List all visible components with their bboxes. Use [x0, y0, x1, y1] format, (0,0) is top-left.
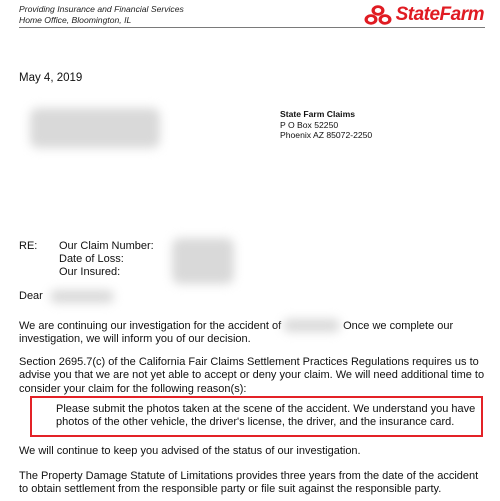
highlighted-request-line-2: photos of the other vehicle, the driver's license, the driver, and the insurance card.	[56, 416, 455, 429]
redacted-accident-date	[283, 319, 340, 332]
paragraph-statute	[19, 470, 489, 497]
salutation: Dear	[19, 290, 43, 302]
brand-name: StateFarm	[395, 4, 484, 25]
paragraph-statute-line-2: to obtain settlement from the responsible party or file suit against the responsible party.	[19, 483, 442, 496]
redacted-recipient-name	[50, 290, 114, 303]
paragraph-investigation	[19, 320, 489, 347]
paragraph-investigation-line-1	[19, 320, 489, 333]
state-farm-ovals-icon	[362, 4, 394, 26]
paragraph-regulation-line-1: Section 2695.7(c) of the California Fair Claims Settlement Practices Regulations requires us to	[19, 356, 479, 368]
return-address-line-2: Phoenix AZ 85072-2250	[280, 130, 373, 140]
return-address	[280, 109, 372, 141]
return-address-line-1: P O Box 52250	[280, 119, 339, 130]
return-address-name: State Farm Claims	[280, 109, 355, 119]
paragraph-investigation-text-b: Once we complete our	[343, 320, 454, 332]
paragraph-investigation-text-a: We are continuing our investigation for the accident of	[19, 320, 282, 332]
letterhead-tagline	[19, 4, 184, 26]
claim-number-label: Our Claim Number:	[59, 240, 154, 252]
letter-date: May 4, 2019	[19, 72, 83, 84]
redacted-claim-details	[172, 238, 234, 284]
redacted-recipient-address	[30, 108, 160, 148]
brand-logo	[362, 4, 484, 26]
tagline-line-1: Providing Insurance and Financial Services	[19, 4, 184, 14]
paragraph-regulation	[19, 356, 489, 396]
paragraph-statute-line-1: The Property Damage Statute of Limitations provides three years from the date of the accident	[19, 470, 479, 482]
paragraph-status: We will continue to keep you advised of the status of our investigation.	[19, 445, 361, 457]
paragraph-regulation-line-2: advise you that we are not yet able to accept or deny your claim. We will need additional time to	[19, 369, 485, 382]
insured-label: Our Insured:	[59, 266, 121, 279]
paragraph-regulation-line-3: consider your claim for the following reason(s):	[19, 382, 247, 395]
reference-fields	[59, 240, 154, 280]
date-of-loss-label: Date of Loss:	[59, 253, 124, 266]
header-divider	[19, 27, 485, 28]
highlighted-request-line-1: Please submit the photos taken at the scene of the accident. We understand you have	[56, 403, 476, 415]
reference-label: RE:	[19, 240, 38, 252]
highlighted-request	[56, 403, 481, 430]
tagline-line-2: Home Office, Bloomington, IL	[19, 15, 132, 25]
paragraph-investigation-line-2: investigation, we will inform you of our decision.	[19, 333, 251, 346]
